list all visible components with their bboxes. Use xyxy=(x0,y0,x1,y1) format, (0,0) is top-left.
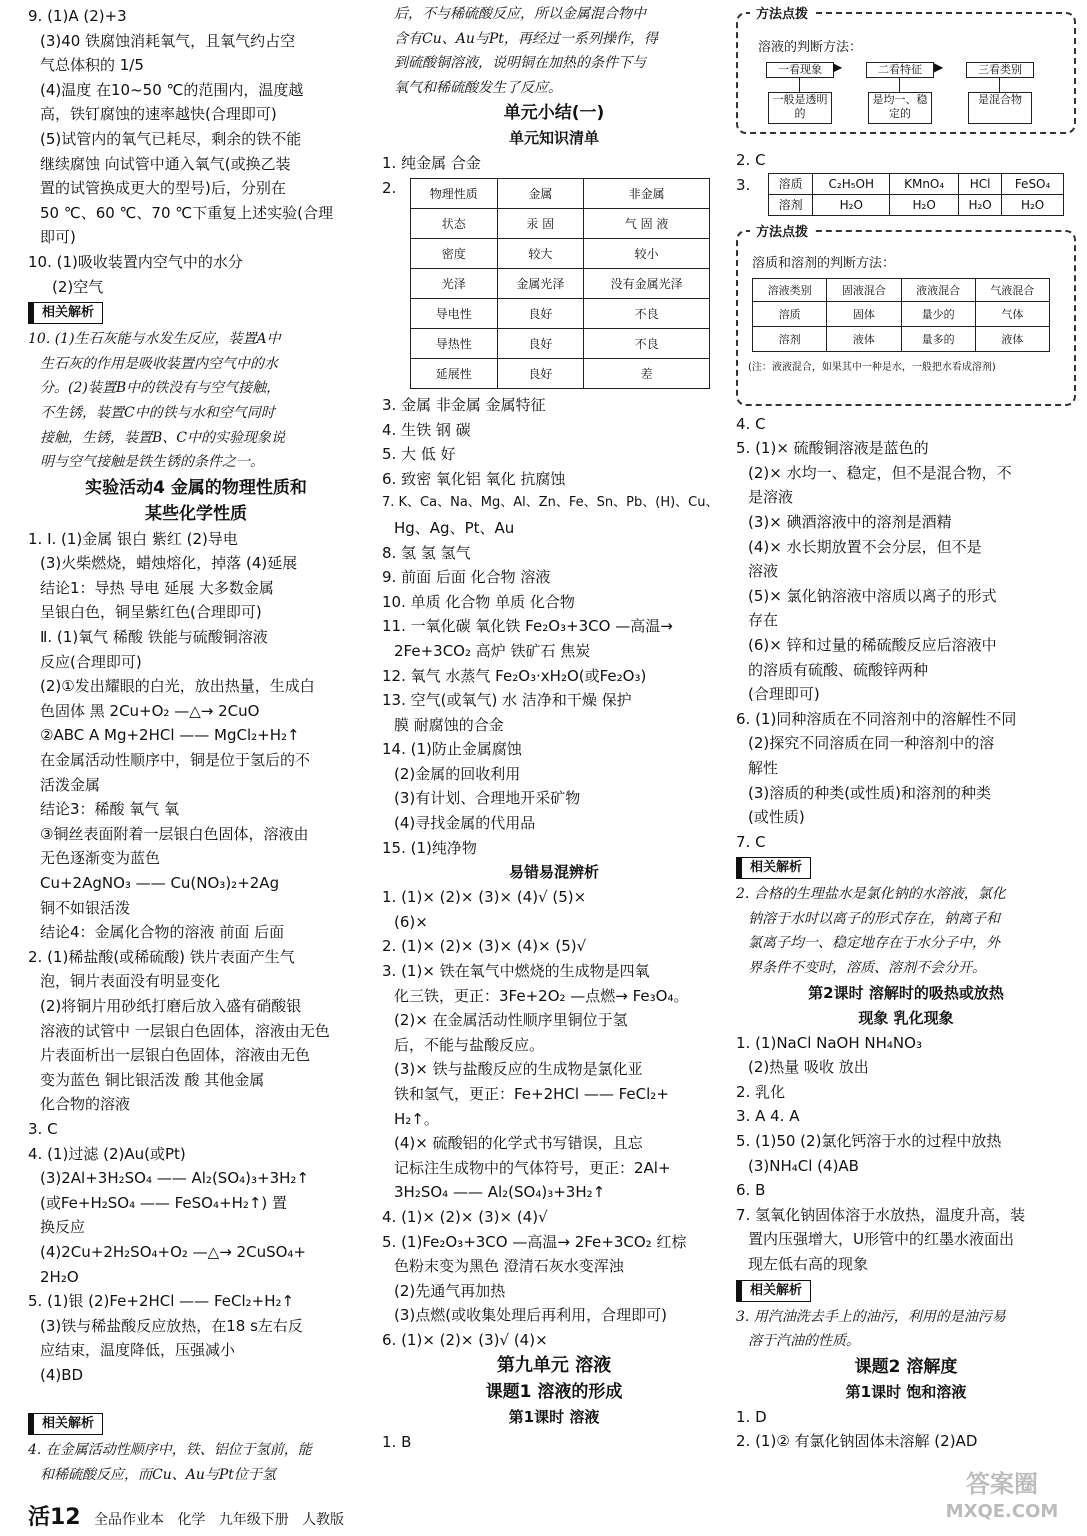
column-middle xyxy=(382,0,726,1454)
solute-rule-table xyxy=(752,278,1050,352)
table-header-row xyxy=(411,178,710,208)
answer-line: (或Fe+H₂SO₄ —— FeSO₄+H₂↑) 置 xyxy=(40,1193,288,1212)
answer-line: 2H₂O xyxy=(40,1267,79,1286)
answer-line: 6. (1)同种溶质在不同溶剂中的溶解性不同 xyxy=(736,709,1017,728)
table-row xyxy=(411,208,710,238)
method-tip-title: 方法点拨 xyxy=(750,3,814,22)
watermark-url: MXQE.COM xyxy=(945,1501,1059,1522)
answer-line: Cu+2AgNO₃ —— Cu(NO₃)₂+2Ag xyxy=(40,874,280,892)
answer-line: (2)空气 xyxy=(52,277,104,296)
analysis-line: 4. 在金属活动性顺序中，铁、铝位于氢前，能 xyxy=(28,1442,312,1458)
table-cell: 溶液类别 xyxy=(753,278,827,301)
answer-line: 3. xyxy=(736,175,751,194)
subject: 化学 xyxy=(177,1512,206,1528)
answer-line: 3. (1)× 铁在氧气中燃烧的生成物是四氧 xyxy=(382,962,650,981)
answer-line: 2. (1)稀盐酸(或稀硫酸) 铁片表面产生气 xyxy=(28,947,295,966)
answer-line: 1. (1)× (2)× (3)× (4)√ (5)× xyxy=(382,888,587,907)
table-cell: 差 xyxy=(584,358,710,388)
answer-line: (2)金属的回收利用 xyxy=(394,764,521,783)
table-cell: 较大 xyxy=(497,238,584,268)
analysis-line: 溶于汽油的性质。 xyxy=(748,1333,860,1350)
method-tip-intro: 溶液的判断方法： xyxy=(758,40,863,55)
answer-line: H₂↑。 xyxy=(394,1109,439,1128)
table-cell: 不良 xyxy=(584,298,710,328)
answer-line: (4)× 水长期放置不会分层，但不是 xyxy=(748,537,982,556)
answer-line: 5. 大 低 好 xyxy=(382,445,456,464)
lesson-title: 第1课时 溶液 xyxy=(508,1407,600,1426)
table-cell: 固体 xyxy=(827,301,901,326)
answer-line: 置内压强增大，U形管中的红墨水液面出 xyxy=(748,1230,1014,1249)
answer-line: 1. Ⅰ. (1)金属 银白 紫红 (2)导电 xyxy=(28,529,238,548)
analysis-line: 氧气和稀硫酸发生了反应。 xyxy=(394,79,562,96)
table-row-wrap xyxy=(382,176,726,389)
answer-line: 后，不能与盐酸反应。 xyxy=(394,1035,545,1054)
answer-line: 铜不如银活泼 xyxy=(40,898,131,917)
connector-line xyxy=(799,78,800,92)
answer-line: 13. 空气(或氧气) 水 洁净和干燥 保护 xyxy=(382,691,632,710)
lesson-title: 第2课时 溶解时的吸热或放热 xyxy=(808,983,1004,1002)
answer-line: (5)× 氯化钠溶液中溶质以离子的形式 xyxy=(748,586,997,605)
answer-line: 即可) xyxy=(40,228,76,247)
table-row xyxy=(411,268,710,298)
table-row xyxy=(411,238,710,268)
answer-line: 2. C xyxy=(736,151,766,169)
connector-line xyxy=(999,78,1000,92)
answer-line: 2Fe+3CO₂ 高炉 铁矿石 焦炭 xyxy=(394,641,591,660)
answer-line: (3)溶质的种类(或性质)和溶剂的种类 xyxy=(748,783,991,802)
answer-line: 5. (1)银 (2)Fe+2HCl —— FeCl₂+H₂↑ xyxy=(28,1292,295,1311)
flow-desc: 是混合物 xyxy=(968,92,1032,124)
answer-line: 膜 耐腐蚀的合金 xyxy=(394,715,504,734)
table-cell: 不良 xyxy=(584,328,710,358)
answer-line: (3)40 铁腐蚀消耗氧气，且氧气约占空 xyxy=(40,31,296,50)
analysis-line: 生石灰的作用是吸收装置内空气中的水 xyxy=(40,355,278,372)
analysis-tag: 相关解析 xyxy=(28,1413,103,1435)
answer-line: 7. 氢氧化钠固体溶于水放热，温度升高，装 xyxy=(736,1205,1026,1224)
connector-line xyxy=(899,78,900,92)
analysis-line: 分。(2)装置B中的铁没有与空气接触， xyxy=(40,380,281,397)
answer-line: (3)× 铁与盐酸反应的生成物是氯化亚 xyxy=(394,1060,643,1079)
physical-properties-table xyxy=(410,178,710,389)
table-cell: KMnO₄ xyxy=(890,173,959,194)
table-row xyxy=(411,328,710,358)
answer-line: Ⅱ. (1)氧气 稀酸 铁能与硫酸铜溶液 xyxy=(40,628,268,647)
answer-line: 2. (1)② 有氯化钠固体未溶解 (2)AD xyxy=(736,1432,978,1451)
table-cell: 非金属 xyxy=(584,178,710,208)
table-cell: 气体 xyxy=(975,301,1049,326)
flow-step: 三看类别 xyxy=(966,62,1034,78)
answer-line: (2)热量 吸收 放出 xyxy=(748,1058,869,1077)
answer-line: 1. D xyxy=(736,1407,767,1426)
analysis-line: 明与空气接触是铁生锈的条件之一。 xyxy=(40,454,264,471)
analysis-line: 不生锈，装置C中的铁与水和空气同时 xyxy=(40,404,275,421)
answer-line: 3. A 4. A xyxy=(736,1107,800,1126)
answer-line: (3)× 碘酒溶液中的溶剂是酒精 xyxy=(748,512,952,531)
answer-line: 3. C xyxy=(28,1119,58,1138)
answer-line: 50 ℃、60 ℃、70 ℃下重复上述实验(合理 xyxy=(40,203,333,222)
answer-line: 继续腐蚀 向试管中通入氧气(或换乙装 xyxy=(40,154,291,173)
watermark-logo xyxy=(928,1470,1076,1530)
answer-line: 在金属活动性顺序中，铜是位于氢后的不 xyxy=(40,751,311,770)
answer-line: 反应(合理即可) xyxy=(40,652,142,671)
answer-line: 置的试管换成更大的型号)后，分别在 xyxy=(40,179,286,198)
answer-line: 结论4：金属化合物的溶液 前面 后面 xyxy=(40,923,285,942)
answer-line: (2)探究不同溶质在同一种溶剂中的溶 xyxy=(748,734,995,753)
table-cell: 量少的 xyxy=(901,301,975,326)
analysis-line: 接触，生锈，装置B、C中的实验现象说 xyxy=(40,429,285,446)
answer-line: 呈银白色，铜呈紫红色(合理即可) xyxy=(40,603,262,622)
book-name: 全品作业本 xyxy=(93,1512,164,1528)
answer-line: (3)有计划、合理地开采矿物 xyxy=(394,789,581,808)
table-cell: HCl xyxy=(959,173,1002,194)
table-cell: 液体 xyxy=(827,326,901,351)
answer-line: 的溶质有硫酸、硫酸锌两种 xyxy=(748,660,929,679)
arrow-right-icon: ▶ xyxy=(833,60,843,74)
section-title: 某些化学性质 xyxy=(145,503,247,524)
answer-line: 6. 致密 氧化铝 氧化 抗腐蚀 xyxy=(382,469,566,488)
table-row xyxy=(753,301,1050,326)
table-row-wrap xyxy=(736,173,1076,216)
table-cell: 量多的 xyxy=(901,326,975,351)
analysis-line: 界条件不变时，溶质、溶剂不会分开。 xyxy=(748,960,986,977)
answer-line: (2)× 水均一、稳定，但不是混合物，不 xyxy=(748,463,1012,482)
table-cell: 固液混合 xyxy=(827,278,901,301)
answer-line: 15. (1)纯净物 xyxy=(382,838,477,857)
table-cell: 溶剂 xyxy=(753,326,827,351)
answer-line: 换反应 xyxy=(40,1218,86,1237)
table-cell: 没有金属光泽 xyxy=(584,268,710,298)
unit-title: 第九单元 溶液 xyxy=(496,1354,612,1376)
answer-line: 解性 xyxy=(748,758,779,777)
table-cell: 良好 xyxy=(497,298,584,328)
answer-line: 泡，铜片表面没有明显变化 xyxy=(40,972,221,991)
answer-line: (5)试管内的氧气已耗尽，剩余的铁不能 xyxy=(40,129,302,148)
answer-line: 化三铁，更正：3Fe+2O₂ —点燃→ Fe₃O₄。 xyxy=(394,986,689,1005)
answer-line: 2. 乳化 xyxy=(736,1082,786,1101)
answer-line: 4. (1)过滤 (2)Au(或Pt) xyxy=(28,1144,186,1163)
answer-line: 存在 xyxy=(748,611,779,630)
answer-line: 8. 氢 氢 氢气 xyxy=(382,543,471,562)
table-cell: 液液混合 xyxy=(901,278,975,301)
unit-summary-subtitle: 单元知识清单 xyxy=(508,129,599,148)
answer-line: (4)温度 在10~50 ℃的范围内，温度越 xyxy=(40,80,304,99)
table-cell: 导电性 xyxy=(411,298,498,328)
answer-line: 化合物的溶液 xyxy=(40,1095,131,1114)
answer-line: 11. 一氧化碳 氧化铁 Fe₂O₃+3CO —高温→ xyxy=(382,617,673,636)
flow-desc: 是均一、稳定的 xyxy=(868,92,932,124)
answer-line: 是溶液 xyxy=(748,488,794,507)
analysis-line: 氯离子均一、稳定地存在于水分子中，外 xyxy=(748,935,1000,952)
column-left xyxy=(28,0,364,1387)
table-row xyxy=(769,173,1064,194)
lesson-title: 第1课时 饱和溶液 xyxy=(845,1382,967,1401)
answer-line: 变为蓝色 铜比银活泼 酸 其他金属 xyxy=(40,1070,265,1089)
answer-line: (2)× 在金属活动性顺序里铜位于氢 xyxy=(394,1011,628,1030)
table-cell: 物理性质 xyxy=(411,178,498,208)
grade: 九年级下册 xyxy=(218,1512,289,1528)
flow-step: 一看现象 xyxy=(766,62,834,78)
answer-line: 10. (1)吸收装置内空气中的水分 xyxy=(28,252,243,271)
answer-line: Hg、Ag、Pt、Au xyxy=(394,518,515,537)
flow-step: 二看特征 xyxy=(866,62,934,78)
lesson-title: 现象 乳化现象 xyxy=(858,1008,954,1027)
table-cell: 延展性 xyxy=(411,358,498,388)
table-cell: 金属 xyxy=(497,178,584,208)
answer-line: (2)先通气再加热 xyxy=(394,1281,506,1300)
table-cell: 汞 固 xyxy=(497,208,584,238)
topic-title: 课题2 溶解度 xyxy=(854,1356,958,1377)
answer-line: 1. (1)NaCl NaOH NH₄NO₃ xyxy=(736,1033,922,1052)
answer-line: 4. (1)× (2)× (3)× (4)√ xyxy=(382,1207,548,1226)
answer-line: (或性质) xyxy=(748,808,805,827)
answer-line: 7. C xyxy=(736,832,766,851)
answer-line: 2. xyxy=(382,178,397,197)
answer-line: 溶液的试管中 一层银白色固体，溶液由无色 xyxy=(40,1021,330,1040)
answer-line: 现左低右高的现象 xyxy=(748,1255,869,1273)
answer-line: (3)2Al+3H₂SO₄ —— Al₂(SO₄)₃+3H₂↑ xyxy=(40,1169,309,1188)
answer-line: 片表面析出一层银白色固体，溶液由无色 xyxy=(40,1046,311,1065)
answer-line: (6)× xyxy=(394,912,428,931)
answer-line: (4)寻找金属的代用品 xyxy=(394,814,536,833)
table-cell: 光泽 xyxy=(411,268,498,298)
answer-line: 9. (1)A (2)+3 xyxy=(28,7,127,25)
answer-line: 记标注生成物中的气体符号，更正：2Al+ xyxy=(394,1158,671,1177)
answer-line: ③铜丝表面附着一层银白色固体，溶液由 xyxy=(40,824,309,843)
page-footer xyxy=(28,1500,344,1531)
answer-line: 1. 纯金属 合金 xyxy=(382,154,481,173)
answer-line: (6)× 锌和过量的稀硫酸反应后溶液中 xyxy=(748,635,997,654)
analysis-line: 含有Cu、Au与Pt，再经过一系列操作，得 xyxy=(394,30,658,47)
answer-line: 5. (1)50 (2)氯化钙溶于水的过程中放热 xyxy=(736,1132,1002,1151)
watermark-text: 答案圈 xyxy=(966,1470,1038,1498)
answer-line: 5. (1)× 硫酸铜溶液是蓝色的 xyxy=(736,439,929,458)
answer-line: 6. B xyxy=(736,1181,766,1200)
analysis-tag: 相关解析 xyxy=(28,302,103,324)
table-cell: 状态 xyxy=(411,208,498,238)
method-tip-box xyxy=(736,7,1076,134)
answer-line: (4)× 硫酸铝的化学式书写错误，且忘 xyxy=(394,1134,643,1153)
arrow-right-icon: ▶ xyxy=(934,60,944,74)
method-tip-note: (注：液液混合，如果其中一种是水，一般把水看成溶剂) xyxy=(748,361,996,373)
answer-line: 3. 金属 非金属 金属特征 xyxy=(382,395,546,414)
table-cell: H₂O xyxy=(1002,194,1064,215)
topic-title: 课题1 溶液的形成 xyxy=(485,1381,623,1402)
solute-solvent-table xyxy=(768,173,1064,216)
answer-line: 色粉末变为黑色 澄清石灰水变浑浊 xyxy=(394,1257,624,1276)
unit-summary-title: 单元小结(一) xyxy=(503,103,605,124)
answer-line: (2)①发出耀眼的白光，放出热量，生成白 xyxy=(40,677,315,696)
answer-line: (3)NH₄Cl (4)AB xyxy=(748,1156,859,1175)
table-cell: 气液混合 xyxy=(975,278,1049,301)
answer-line: 3H₂SO₄ —— Al₂(SO₄)₃+3H₂↑ xyxy=(394,1183,606,1202)
answer-line: 1. B xyxy=(382,1432,412,1451)
answer-line: 色固体 黑 2Cu+O₂ —△→ 2CuO xyxy=(40,701,260,720)
error-analysis-title: 易错易混辨析 xyxy=(508,863,599,882)
answer-line: 4. 生铁 钢 碳 xyxy=(382,420,471,439)
table-cell: 较小 xyxy=(584,238,710,268)
table-row xyxy=(753,326,1050,351)
answer-line: 气总体积的 1/5 xyxy=(40,56,144,75)
answer-line: 5. (1)Fe₂O₃+3CO —高温→ 2Fe+3CO₂ 红棕 xyxy=(382,1232,687,1251)
answer-line: 6. (1)× (2)× (3)√ (4)× xyxy=(382,1330,548,1349)
answer-line: (3)火柴燃烧，蜡烛熔化，掉落 (4)延展 xyxy=(40,554,298,573)
method-tip-title: 方法点拨 xyxy=(750,221,814,240)
answer-line: (合理即可) xyxy=(748,685,820,704)
table-cell: H₂O xyxy=(959,194,1002,215)
table-cell: 溶质 xyxy=(769,173,813,194)
section-title: 实验活动4 金属的物理性质和 xyxy=(85,477,307,498)
column-right xyxy=(736,0,1076,1454)
answer-line: (3)铁与稀盐酸反应放热，在18 s左右反 xyxy=(40,1316,303,1335)
answer-line: 10. 单质 化合物 单质 化合物 xyxy=(382,592,575,611)
answer-line: (4)BD xyxy=(40,1365,84,1384)
table-cell: C₂H₅OH xyxy=(813,173,890,194)
analysis-line: 后，不与稀硫酸反应，所以金属混合物中 xyxy=(394,6,646,22)
table-row xyxy=(411,298,710,328)
answer-line: 7. K、Ca、Na、Mg、Al、Zn、Fe、Sn、Pb、(H)、Cu、 xyxy=(382,495,719,511)
table-row xyxy=(411,358,710,388)
table-cell: 溶质 xyxy=(753,301,827,326)
answer-line: 9. 前面 后面 化合物 溶液 xyxy=(382,568,551,587)
table-cell: 气 固 液 xyxy=(584,208,710,238)
analysis-line: 3. 用汽油洗去手上的油污，利用的是油污易 xyxy=(736,1308,1006,1325)
answer-line: 高，铁钉腐蚀的速率越快(合理即可) xyxy=(40,105,277,124)
answer-line: (3)点燃(或收集处理后再利用，合理即可) xyxy=(394,1306,667,1325)
table-cell: 导热性 xyxy=(411,328,498,358)
analysis-tag: 相关解析 xyxy=(736,857,811,879)
table-cell: 密度 xyxy=(411,238,498,268)
answer-line: 铁和氢气，更正：Fe+2HCl —— FeCl₂+ xyxy=(394,1085,669,1103)
answer-line: 结论1：导热 导电 延展 大多数金属 xyxy=(40,578,274,597)
answer-line: 无色逐渐变为蓝色 xyxy=(40,849,161,868)
table-cell: 溶剂 xyxy=(769,194,813,215)
answer-line: 14. (1)防止金属腐蚀 xyxy=(382,740,522,759)
answer-line: ②ABC A Mg+2HCl —— MgCl₂+H₂↑ xyxy=(40,726,300,745)
answer-line: (4)2Cu+2H₂SO₄+O₂ —△→ 2CuSO₄+ xyxy=(40,1242,306,1261)
left-analysis-2 xyxy=(28,1410,364,1487)
table-header-row xyxy=(753,278,1050,301)
answer-line: 结论3：稀酸 氧气 氧 xyxy=(40,800,180,819)
edition: 人教版 xyxy=(302,1512,345,1528)
answer-line: 2. (1)× (2)× (3)× (4)× (5)√ xyxy=(382,937,587,956)
answer-line: 12. 氧气 水蒸气 Fe₂O₃·xH₂O(或Fe₂O₃) xyxy=(382,666,647,685)
analysis-tag: 相关解析 xyxy=(736,1280,811,1302)
analysis-line: 2. 合格的生理盐水是氯化钠的水溶液，氯化 xyxy=(736,886,1006,903)
analysis-line: 和稀硫酸反应，而Cu、Au与Pt位于氢 xyxy=(40,1466,276,1483)
answer-line: 活泼金属 xyxy=(40,775,101,794)
table-cell: 良好 xyxy=(497,358,584,388)
answer-line: 应结束，温度降低，压强减小 xyxy=(40,1341,236,1360)
table-cell: 液体 xyxy=(975,326,1049,351)
page-number: 活12 xyxy=(28,1505,81,1530)
table-cell: H₂O xyxy=(813,194,890,215)
answer-line: (2)将铜片用砂纸打磨后放入盛有硝酸银 xyxy=(40,996,302,1015)
method-tip-box xyxy=(736,224,1076,406)
table-row xyxy=(769,194,1064,215)
table-cell: H₂O xyxy=(890,194,959,215)
answer-line: 4. C xyxy=(736,414,766,433)
analysis-line: 10. (1)生石灰能与水发生反应，装置A中 xyxy=(28,331,281,348)
method-tip-intro: 溶质和溶剂的判断方法： xyxy=(752,255,896,271)
analysis-line: 钠溶于水时以离子的形式存在，钠离子和 xyxy=(748,910,1000,927)
table-cell: FeSO₄ xyxy=(1002,173,1064,194)
answer-line: 溶液 xyxy=(748,562,779,581)
flow-desc: 一般是透明的 xyxy=(768,92,832,124)
table-cell: 金属光泽 xyxy=(497,268,584,298)
analysis-line: 到硫酸铜溶液，说明铜在加热的条件下与 xyxy=(394,55,646,72)
table-cell: 良好 xyxy=(497,328,584,358)
